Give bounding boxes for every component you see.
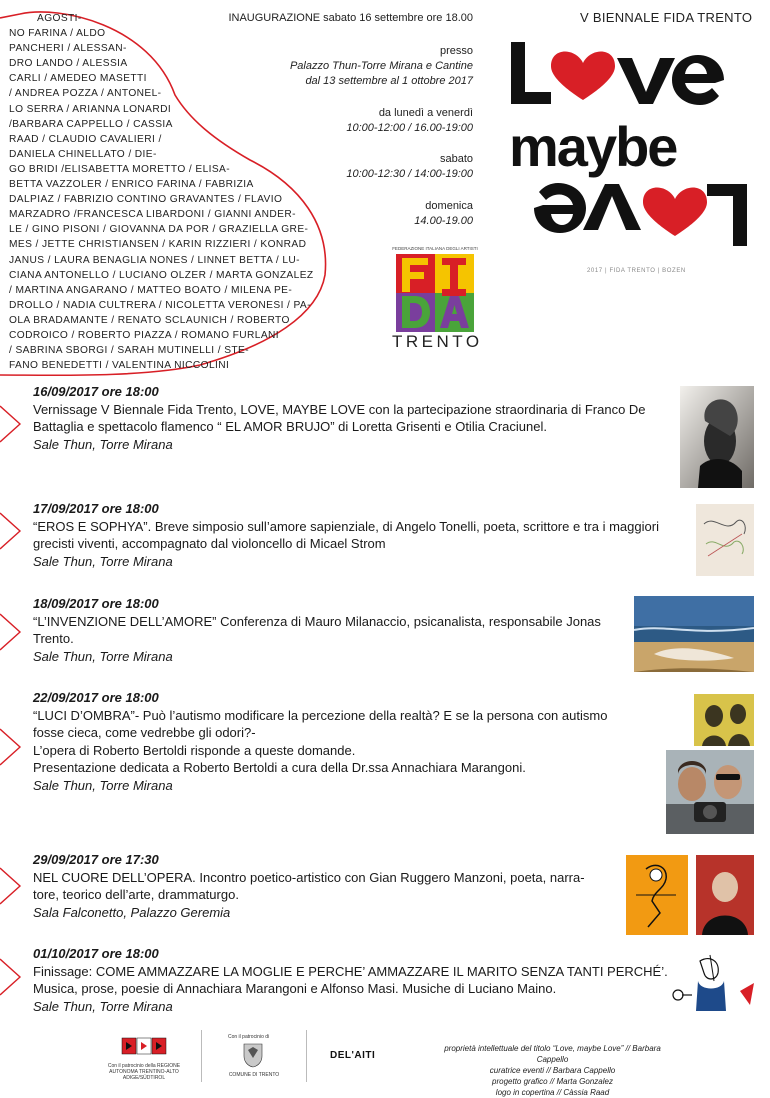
fida-city: TRENTO bbox=[392, 332, 483, 351]
presso-label: presso bbox=[439, 45, 473, 57]
artist-line: DANIELA CHINELLATO / DIE- bbox=[9, 148, 157, 160]
sunday-label: domenica bbox=[425, 200, 473, 212]
artist-line: MES / JETTE CHRISTIANSEN / KARIN RIZZIERI / KONRAD bbox=[9, 239, 307, 251]
artist-line: AGOSTI- bbox=[37, 13, 82, 24]
event-item bbox=[33, 851, 653, 921]
dates-text: dal 13 settembre al 1 ottobre 2017 bbox=[305, 75, 473, 87]
event-item bbox=[33, 689, 653, 794]
event-photo-two-men bbox=[666, 750, 754, 834]
artist-line: NO FARINA / ALDO bbox=[9, 28, 106, 40]
chevron-right-icon bbox=[0, 727, 22, 767]
logo-line-love-top bbox=[511, 42, 724, 105]
event-date: 22/09/2017 ore 18:00 bbox=[33, 690, 159, 705]
event-text-line: Battaglia e spettacolo flamenco “ EL AMOR BRUJO” di Loretta Grisenti e Otilia Craciunel. bbox=[33, 419, 547, 434]
logo-line-love-bottom bbox=[534, 183, 747, 246]
event-image-orange-drawing bbox=[626, 855, 688, 935]
event-text-line: Presentazione dedicata a Roberto Bertoldi a cura della Dr.ssa Annachiara Marangoni. bbox=[33, 760, 526, 775]
artist-line: LE / GINO PISONI / GIOVANNA DA POR / GRAZIELLA GRE- bbox=[9, 224, 309, 236]
event-date: 18/09/2017 ore 18:00 bbox=[33, 596, 159, 611]
artist-line: GO BRIDI /ELISABETTA MORETTO / ELISA- bbox=[9, 163, 231, 175]
event-text-line: “EROS E SOPHYA”. Breve simposio sull’amore sapienziale, di Angelo Tonelli, poeta, scrittore e tra i maggiori bbox=[33, 518, 659, 534]
fida-caption: FEDERAZIONE ITALIANA DEGLI ARTISTI bbox=[392, 246, 478, 251]
logo-credit-line: 2017 | FIDA TRENTO | BOZEN bbox=[587, 268, 686, 274]
event-location: Sale Thun, Torre Mirana bbox=[33, 436, 173, 452]
event-text-line: “L’INVENZIONE DELL’AMORE” Conferenza di Mauro Milanaccio, psicanalista, responsabile Jonas bbox=[33, 613, 601, 629]
chevron-right-icon bbox=[0, 866, 22, 906]
chevron-right-icon bbox=[0, 511, 22, 551]
credit-line: logo in copertina // Càssia Raad bbox=[495, 1088, 610, 1097]
event-text-line: L’opera di Roberto Bertoldi risponde a queste domande. bbox=[33, 742, 356, 758]
event-date: 16/09/2017 ore 18:00 bbox=[33, 384, 159, 399]
comune-coat-of-arms-icon bbox=[242, 1042, 264, 1068]
artist-line: PANCHERI / ALESSAN- bbox=[9, 43, 127, 55]
saturday-label: sabato bbox=[439, 153, 473, 165]
delaiti-logo: DEL'AITI bbox=[330, 1050, 376, 1061]
artist-line: MARZADRO /FRANCESCA LIBARDONI / GIANNI ANDER- bbox=[9, 209, 296, 221]
event-location: Sale Thun, Torre Mirana bbox=[33, 998, 173, 1014]
event-item bbox=[33, 595, 653, 665]
chevron-right-icon bbox=[0, 957, 22, 997]
event-text-line: Vernissage V Biennale Fida Trento, LOVE, MAYBE LOVE con la partecipazione straordinaria di Franco De bbox=[33, 401, 646, 417]
artist-line: JANUS / LAURA BENAGLIA NONES / LINNET BETTA / LU- bbox=[9, 254, 300, 266]
artist-line: / ANDREA POZZA / ANTONEL- bbox=[9, 88, 162, 100]
event-image-couple-drawing bbox=[670, 951, 760, 1023]
logo-word-maybe: maybe bbox=[509, 115, 677, 178]
event-text-line: Musica, prose, poesie di Annachiara Marangoni e Alfonso Masi. Musiche di Luciano Maino. bbox=[33, 981, 557, 996]
inauguration-text: INAUGURAZIONE sabato 16 settembre ore 18.00 bbox=[228, 12, 473, 24]
chevron-right-icon bbox=[0, 404, 22, 444]
artist-line: FANO BENEDETTI / VALENTINA NICCOLINI bbox=[9, 360, 230, 372]
event-location: Sale Thun, Torre Mirana bbox=[33, 777, 173, 793]
event-item bbox=[33, 945, 668, 1015]
weekdays-label: da lunedì a venerdì bbox=[378, 107, 473, 119]
event-image-shadows bbox=[694, 694, 754, 746]
event-text-line: “LUCI D’OMBRA”- Può l’autismo modificare la percezione della realtà? E se la persona con autismo bbox=[33, 707, 608, 723]
footer-divider bbox=[201, 1030, 202, 1082]
comune-patronage-label: Con il patrocinio di bbox=[228, 1034, 270, 1040]
artist-line: CARLI / AMEDEO MASETTI bbox=[9, 73, 147, 85]
event-date: 17/09/2017 ore 18:00 bbox=[33, 501, 159, 516]
event-location: Sale Thun, Torre Mirana bbox=[33, 553, 173, 569]
event-date: 29/09/2017 ore 17:30 bbox=[33, 852, 159, 867]
comune-name: COMUNE DI TRENTO bbox=[228, 1072, 280, 1078]
event-item bbox=[33, 500, 659, 570]
event-image-seascape bbox=[634, 596, 754, 672]
artist-line: DALPIAZ / FABRIZIO CONTINO GRAVANTES / FLAVIO bbox=[9, 194, 283, 206]
event-text-line: tore, teorico dell’arte, drammaturgo. bbox=[33, 887, 239, 902]
artist-line: CODROICO / ROBERTO PIAZZA / ROMANO FURLANI bbox=[9, 329, 280, 341]
artist-line: RAAD / CLAUDIO CAVALIERI / bbox=[9, 133, 162, 145]
credits-block bbox=[430, 1043, 675, 1098]
event-date: 01/10/2017 ore 18:00 bbox=[33, 946, 159, 961]
region-coat-of-arms-icon bbox=[114, 1036, 174, 1064]
credit-line: progetto grafico // Marta Gonzalez bbox=[492, 1077, 613, 1086]
event-text-line: Trento. bbox=[33, 631, 74, 646]
saturday-hours: 10:00-12:30 / 14:00-19:00 bbox=[346, 168, 473, 180]
artist-line: DROLLO / NADIA CULTRERA / NICOLETTA VERONESI / PA- bbox=[9, 299, 311, 311]
event-text-line: fosse cieca, come vedrebbe gli odori?- bbox=[33, 725, 256, 740]
artists-list bbox=[9, 11, 324, 373]
artist-line: /BARBARA CAPPELLO / CASSIA bbox=[9, 118, 173, 130]
event-photo-dancer bbox=[680, 386, 754, 488]
event-text-line: NEL CUORE DELL’OPERA. Incontro poetico-artistico con Gian Ruggero Manzoni, poeta, narra- bbox=[33, 869, 585, 885]
sunday-hours: 14.00-19.00 bbox=[414, 215, 473, 227]
artist-line: CIANA ANTONELLO / LUCIANO OLZER / MARTA GONZALEZ bbox=[9, 269, 314, 281]
venue-text: Palazzo Thun-Torre Mirana e Cantine bbox=[289, 60, 473, 72]
event-location: Sale Thun, Torre Mirana bbox=[33, 648, 173, 664]
artist-line: LO SERRA / ARIANNA LONARDI bbox=[9, 103, 172, 115]
event-item bbox=[33, 383, 653, 453]
fida-logo-icon bbox=[396, 254, 474, 332]
love-maybe-love-logo bbox=[505, 36, 755, 266]
artist-line: BETTA VAZZOLER / ENRICO FARINA / FABRIZIA bbox=[9, 179, 254, 191]
event-image-calligraphy bbox=[696, 504, 754, 576]
credit-line: curatrice eventi // Barbara Cappello bbox=[489, 1066, 616, 1075]
biennale-title: V BIENNALE FIDA TRENTO bbox=[580, 10, 753, 25]
event-photo-portrait bbox=[696, 855, 754, 935]
footer-divider bbox=[306, 1030, 307, 1082]
region-patronage-text: Con il patrocinio della REGIONE AUTONOMA TRENTINO-ALTO ADIGE/SÜDTIROL bbox=[107, 1063, 181, 1081]
event-text-line: Finissage: COME AMMAZZARE LA MOGLIE E PERCHE’ AMMAZZARE IL MARITO SENZA TANTI PERCHÉ’. bbox=[33, 963, 668, 979]
event-text-line: grecisti viventi, accompagnato dal violoncello di Micael Strom bbox=[33, 536, 386, 551]
artist-line: OLA BRADAMANTE / RENATO SCLAUNICH / ROBERTO bbox=[9, 314, 290, 326]
artist-line: / SABRINA SBORGI / SARAH MUTINELLI / STE- bbox=[9, 345, 250, 357]
event-location: Sala Falconetto, Palazzo Geremia bbox=[33, 904, 231, 920]
artist-line: DRO LANDO / ALESSIA bbox=[9, 58, 128, 70]
artist-line: / MARTINA ANGARANO / MATTEO BOATO / MILENA PE- bbox=[9, 284, 293, 296]
weekdays-hours: 10:00-12:00 / 16.00-19:00 bbox=[346, 122, 473, 134]
chevron-right-icon bbox=[0, 612, 22, 652]
credit-line: proprietà intellettuale del titolo “Love, maybe Love” // Barbara Cappello bbox=[444, 1044, 661, 1064]
